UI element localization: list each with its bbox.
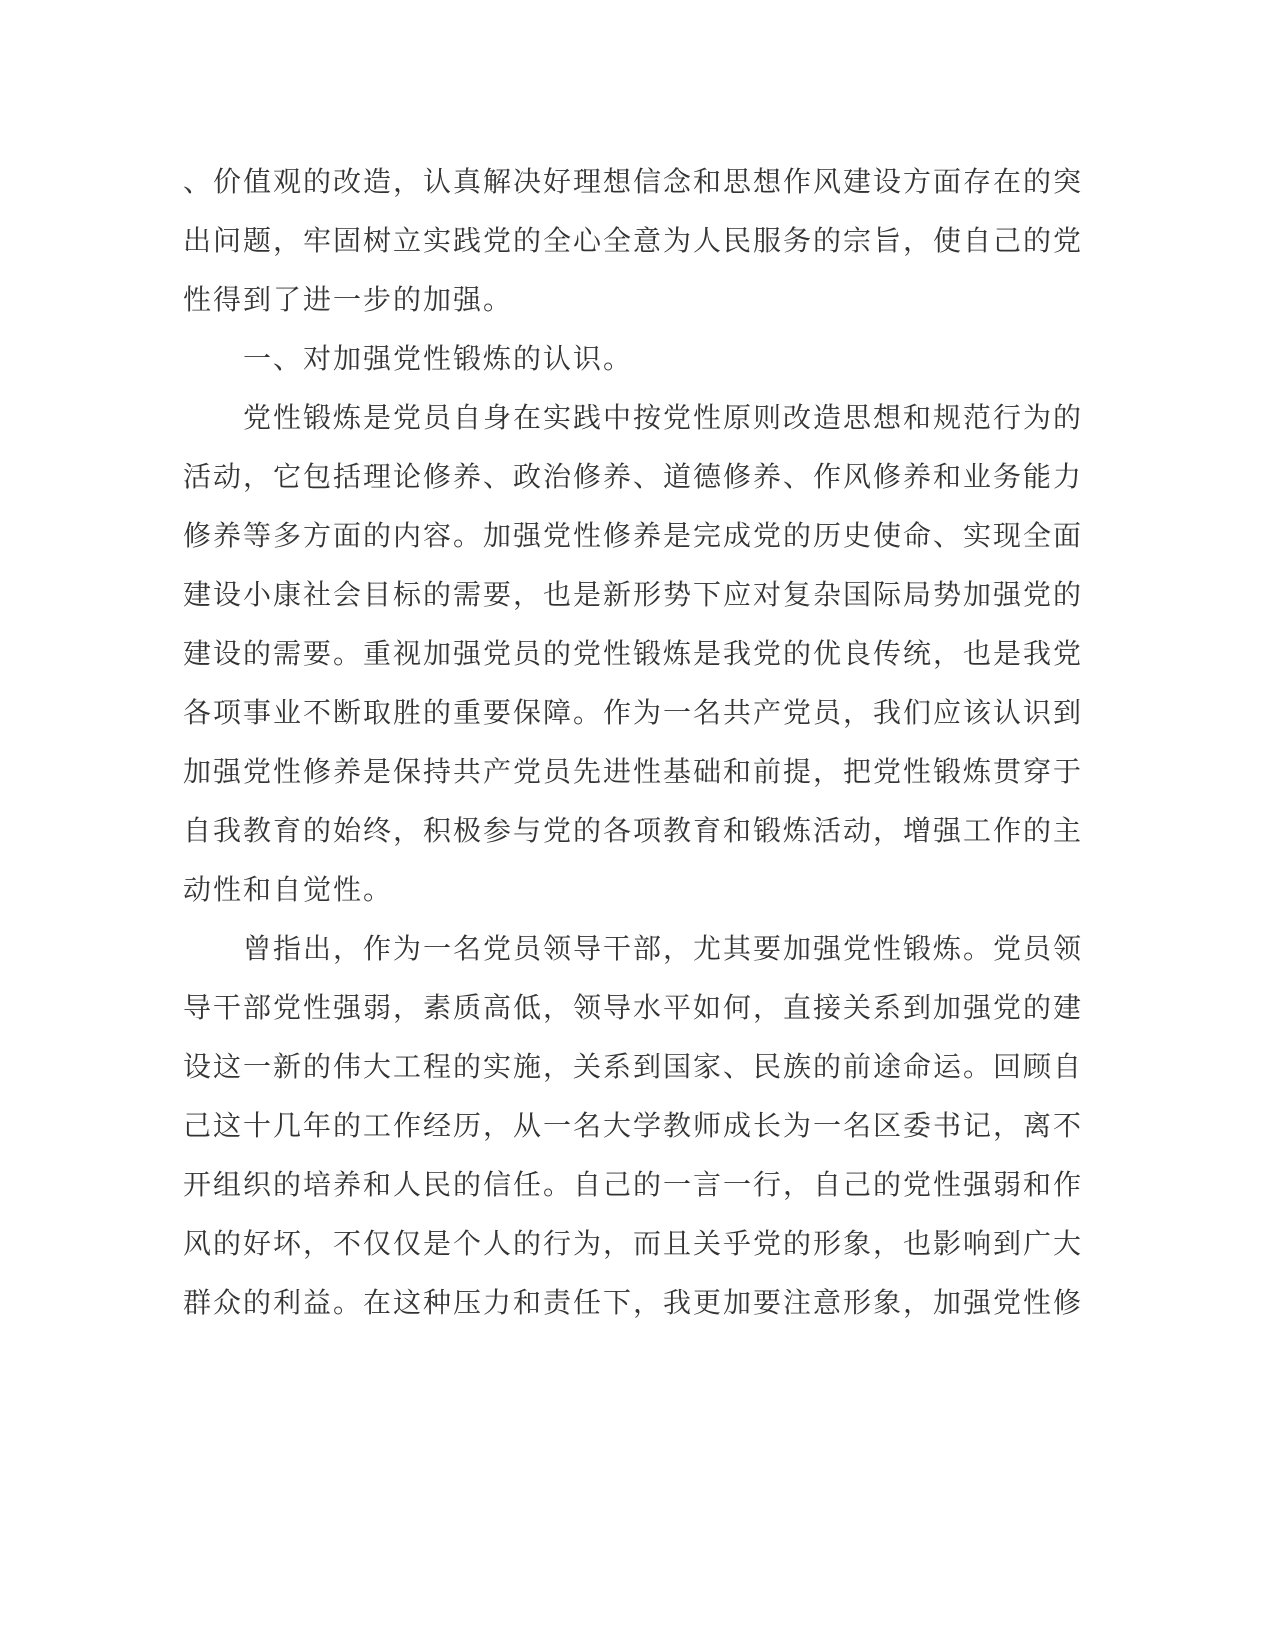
text-line: 设这一新的伟大工程的实施，关系到国家、民族的前途命运。回顾自: [183, 1050, 1084, 1083]
text-line: 性得到了进一步的加强。: [183, 283, 514, 316]
text-line: 开组织的培养和人民的信任。自己的一言一行，自己的党性强弱和作: [183, 1168, 1084, 1201]
text-line: 己这十几年的工作经历，从一名大学教师成长为一名区委书记，离不: [183, 1109, 1084, 1142]
section-heading: 一、对加强党性锻炼的认识。: [183, 342, 634, 375]
text-line: 各项事业不断取胜的重要保障。作为一名共产党员，我们应该认识到: [183, 696, 1084, 729]
text-line: 建设的需要。重视加强党员的党性锻炼是我党的优良传统，也是我党: [183, 637, 1084, 670]
document-body: [183, 152, 1084, 1332]
text-line: 建设小康社会目标的需要，也是新形势下应对复杂国际局势加强党的: [183, 578, 1084, 611]
text-line: 风的好坏，不仅仅是个人的行为，而且关乎党的形象，也影响到广大: [183, 1227, 1084, 1260]
text-line: 动性和自觉性。: [183, 873, 394, 906]
text-line: 党性锻炼是党员自身在实践中按党性原则改造思想和规范行为的: [183, 401, 1084, 434]
text-line: 活动，它包括理论修养、政治修养、道德修养、作风修养和业务能力: [183, 460, 1084, 493]
text-line: 出问题，牢固树立实践党的全心全意为人民服务的宗旨，使自己的党: [183, 224, 1084, 257]
text-line: 群众的利益。在这种压力和责任下，我更加要注意形象，加强党性修: [183, 1286, 1084, 1319]
text-line: 自我教育的始终，积极参与党的各项教育和锻炼活动，增强工作的主: [183, 814, 1084, 847]
text-line: 导干部党性强弱，素质高低，领导水平如何，直接关系到加强党的建: [183, 991, 1084, 1024]
text-line: 修养等多方面的内容。加强党性修养是完成党的历史使命、实现全面: [183, 519, 1084, 552]
text-line: 曾指出，作为一名党员领导干部，尤其要加强党性锻炼。党员领: [183, 932, 1084, 965]
text-line: 、价值观的改造，认真解决好理想信念和思想作风建设方面存在的突: [183, 165, 1084, 198]
text-line: 加强党性修养是保持共产党员先进性基础和前提，把党性锻炼贯穿于: [183, 755, 1084, 788]
